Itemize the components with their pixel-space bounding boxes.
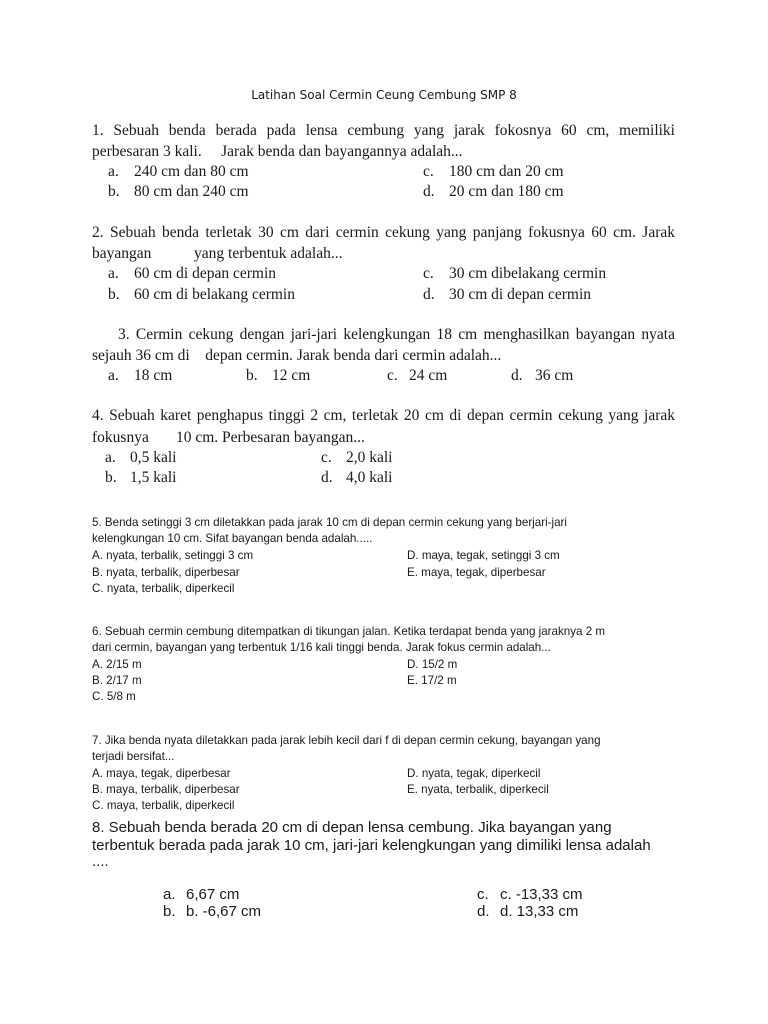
question-7-line-2: terjadi bersifat... [92, 750, 175, 763]
option-label: c. [423, 163, 434, 180]
question-8-line-1: 8. Sebuah benda berada 20 cm di depan lensa cembung. Jika bayangan yang [92, 819, 612, 836]
option-text: 20 cm dan 180 cm [449, 183, 564, 200]
option-label: c. [477, 886, 489, 903]
option-text: b. -6,67 cm [186, 903, 262, 920]
option-item: C. maya, terbalik, diperkecil [92, 799, 235, 812]
question-5-line-1: 5. Benda setinggi 3 cm diletakkan pada jarak 10 cm di depan cermin cekung yang berjari-jari [92, 516, 567, 529]
option-label: b. [108, 183, 120, 200]
option-label: b. [105, 469, 117, 486]
option-item: C. 5/8 m [92, 690, 136, 703]
option-label: d. [511, 367, 523, 384]
option-text: 2,0 kali [346, 449, 393, 466]
question-4-line-1: 4. Sebuah karet penghapus tinggi 2 cm, terletak 20 cm di depan cermin cekung yang jarak [92, 407, 675, 424]
option-item: D. 15/2 m [407, 658, 458, 671]
question-3-line-1: 3. Cermin cekung dengan jari-jari kelengkungan 18 cm menghasilkan bayangan nyata [118, 326, 675, 343]
option-label: c. [321, 449, 332, 466]
option-label: a. [163, 886, 176, 903]
option-item: E. nyata, terbalik, diperkecil [407, 783, 549, 796]
option-label: a. [108, 163, 119, 180]
option-text: 4,0 kali [346, 469, 393, 486]
option-item: D. maya, tegak, setinggi 3 cm [407, 549, 560, 562]
question-8-line-3: .... [92, 853, 109, 870]
option-item: A. 2/15 m [92, 658, 142, 671]
question-6-line-2: dari cermin, bayangan yang terbentuk 1/16 kali tinggi benda. Jarak fokus cermin adalah... [92, 641, 551, 654]
option-label: b. [163, 903, 176, 920]
question-4-line-2: fokusnya 10 cm. Perbesaran bayangan... [92, 429, 365, 446]
question-1-line-1: 1. Sebuah benda berada pada lensa cembung yang jarak fokosnya 60 cm, memiliki [92, 122, 675, 139]
option-text: d. 13,33 cm [500, 903, 579, 920]
question-2-line-1: 2. Sebuah benda terletak 30 cm dari cermin cekung yang panjang fokusnya 60 cm. Jarak [92, 224, 675, 241]
option-text: 30 cm dibelakang cermin [449, 265, 607, 282]
question-5-line-2: kelengkungan 10 cm. Sifat bayangan benda adalah..... [92, 532, 373, 545]
option-label: c. [423, 265, 434, 282]
question-2-line-2: bayangan yang terbentuk adalah... [92, 245, 343, 262]
option-label: b. [108, 286, 120, 303]
option-label: b. [246, 367, 258, 384]
option-item: B. maya, terbalik, diperbesar [92, 783, 240, 796]
question-8-line-2: terbentuk berada pada jarak 10 cm, jari-jari kelengkungan yang dimiliki lensa adalah [92, 837, 651, 854]
option-text: 80 cm dan 240 cm [134, 183, 249, 200]
option-text: 240 cm dan 80 cm [134, 163, 249, 180]
option-text: 30 cm di depan cermin [449, 286, 592, 303]
option-text: c. -13,33 cm [500, 886, 583, 903]
option-text: 0,5 kali [130, 449, 177, 466]
option-item: E. maya, tegak, diperbesar [407, 566, 546, 579]
question-6-line-1: 6. Sebuah cermin cembung ditempatkan di tikungan jalan. Ketika terdapat benda yang jaraknya 2 m [92, 625, 606, 638]
option-item: B. 2/17 m [92, 674, 142, 687]
option-item: D. nyata, tegak, diperkecil [407, 767, 541, 780]
option-label: d. [423, 286, 435, 303]
option-text: 12 cm [272, 367, 311, 384]
option-text: 60 cm di belakang cermin [134, 286, 295, 303]
option-item: A. maya, tegak, diperbesar [92, 767, 231, 780]
option-text: 24 cm [409, 367, 448, 384]
option-item: B. nyata, terbalik, diperbesar [92, 566, 240, 579]
option-item: E. 17/2 m [407, 674, 457, 687]
option-text: 18 cm [134, 367, 173, 384]
option-item: C. nyata, terbalik, diperkecil [92, 582, 235, 595]
option-label: a. [108, 265, 119, 282]
option-text: 36 cm [535, 367, 574, 384]
option-label: c. [387, 367, 398, 384]
question-7-line-1: 7. Jika benda nyata diletakkan pada jarak lebih kecil dari f di depan cermin cekung, bayangan yang [92, 734, 601, 747]
option-label: a. [108, 367, 119, 384]
option-label: d. [321, 469, 333, 486]
option-text: 180 cm dan 20 cm [449, 163, 564, 180]
question-1-line-2: perbesaran 3 kali. Jarak benda dan bayangannya adalah... [92, 143, 463, 160]
option-text: 6,67 cm [186, 886, 240, 903]
option-label: d. [423, 183, 435, 200]
question-3-line-2: sejauh 36 cm di depan cermin. Jarak benda dari cermin adalah... [92, 347, 502, 364]
option-text: 60 cm di depan cermin [134, 265, 277, 282]
option-label: d. [477, 903, 490, 920]
option-item: A. nyata, terbalik, setinggi 3 cm [92, 549, 254, 562]
option-label: a. [105, 449, 116, 466]
page-title: Latihan Soal Cermin Ceung Cembung SMP 8 [251, 88, 517, 102]
option-text: 1,5 kali [130, 469, 177, 486]
